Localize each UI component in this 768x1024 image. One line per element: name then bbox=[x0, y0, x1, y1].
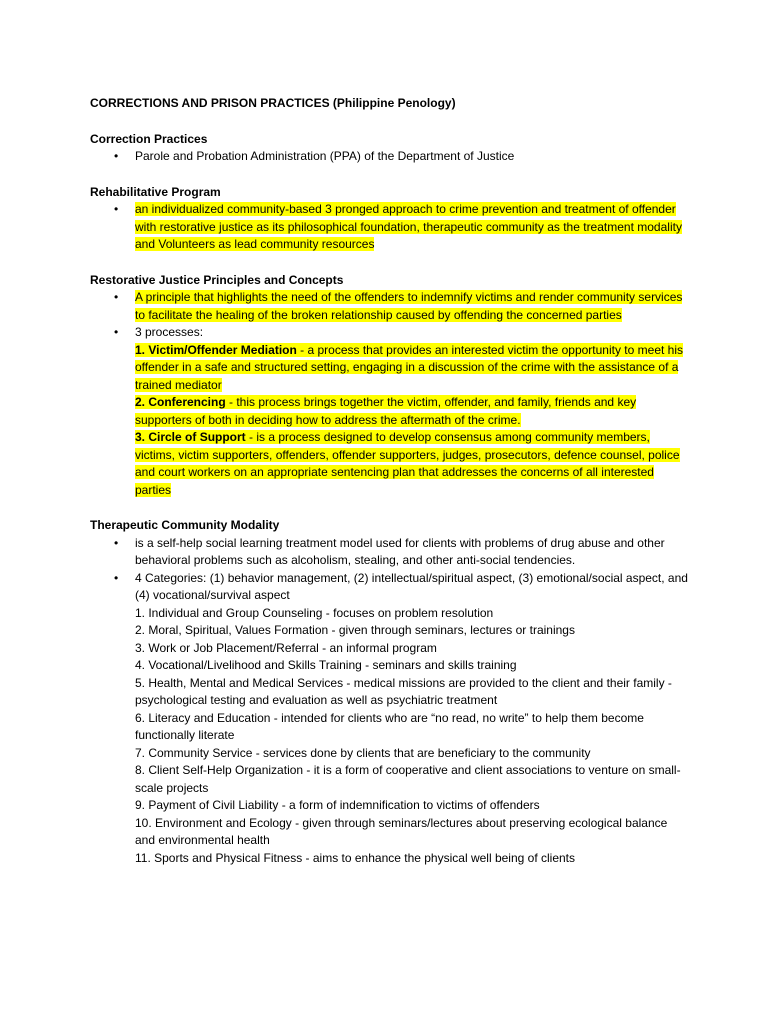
section-heading: Therapeutic Community Modality bbox=[90, 518, 280, 532]
category-item: 11. Sports and Physical Fitness - aims to enhance the physical well being of clients bbox=[135, 850, 576, 865]
bullet-list bbox=[90, 148, 690, 166]
bullet-item bbox=[90, 570, 690, 868]
process-1 bbox=[135, 343, 683, 392]
bullet-item bbox=[90, 201, 690, 254]
category-item: 2. Moral, Spiritual, Values Formation - given through seminars, lectures or trainings bbox=[135, 623, 575, 637]
section-rehabilitative-program bbox=[90, 184, 690, 254]
section-heading: Rehabilitative Program bbox=[90, 184, 221, 199]
category-item: 9. Payment of Civil Liability - a form of indemnification to victims of offenders bbox=[135, 798, 540, 812]
category-item: 5. Health, Mental and Medical Services - medical missions are provided to the client and their family - psychological testing and evaluation as well as psychiatric treatment bbox=[135, 675, 672, 707]
category-item: 10. Environment and Ecology - given through seminars/lectures about preserving ecological balance and environmental health bbox=[135, 815, 668, 847]
bullet-text: is a self-help social learning treatment model used for clients with problems of drug abuse and other behavioral problems such as alcoholism, stealing, and other anti-social tendencies. bbox=[135, 535, 665, 567]
section-therapeutic-community bbox=[90, 517, 690, 867]
bullet-item bbox=[90, 148, 690, 166]
process-text: - this process brings together the victim, offender, and family, friends and key supporters of both in deciding how to address the aftermath of the crime. bbox=[135, 395, 637, 427]
bullet-text: 4 Categories: (1) behavior management, (2) intellectual/spiritual aspect, (3) emotional/social aspect, and (4) vocational/survival aspect bbox=[135, 570, 688, 602]
bullet-list bbox=[90, 289, 690, 499]
category-item: 6. Literacy and Education - intended for clients who are “no read, no write” to help them become functionally literate bbox=[135, 710, 644, 742]
category-item: 4. Vocational/Livelihood and Skills Training - seminars and skills training bbox=[135, 658, 517, 672]
process-3 bbox=[135, 430, 680, 497]
category-item: 1. Individual and Group Counseling - focuses on problem resolution bbox=[135, 605, 494, 620]
process-term: 2. Conferencing bbox=[135, 395, 226, 409]
category-item: 8. Client Self-Help Organization - it is a form of cooperative and client associations to venture on small-scale projects bbox=[135, 763, 681, 795]
bullet-item bbox=[90, 324, 690, 499]
bullet-text: Parole and Probation Administration (PPA) of the Department of Justice bbox=[135, 149, 515, 163]
process-text: - a process that provides an interested victim the opportunity to meet his offender in a safe and structured setting, engaging in a discussion of the crime with the assistance of a trained mediator bbox=[135, 342, 684, 392]
category-item: 7. Community Service - services done by clients that are beneficiary to the community bbox=[135, 745, 591, 760]
bullet-item bbox=[90, 535, 690, 570]
section-restorative-justice bbox=[90, 272, 690, 500]
bullet-item bbox=[90, 289, 690, 324]
process-text: - is a process designed to develop consensus among community members, victims, victim supporters, offenders, offender supporters, judges, prosecutors, defence counsel, police and court workers on an appropriate sentencing plan that addresses the concerns of all interested parties bbox=[135, 430, 680, 497]
process-2 bbox=[135, 395, 636, 427]
highlighted-text: an individualized community-based 3 pronged approach to crime prevention and treatment of offender with restorative justice as its philosophical foundation, therapeutic community as the treatment modality and Volunteers as lead community resources bbox=[135, 202, 682, 251]
process-term: 3. Circle of Support bbox=[135, 430, 246, 444]
category-item: 3. Work or Job Placement/Referral - an informal program bbox=[135, 640, 437, 655]
section-heading: Correction Practices bbox=[90, 131, 208, 146]
highlighted-text: A principle that highlights the need of the offenders to indemnify victims and render community services to facilitate the healing of the broken relationship caused by offending the concerned parties bbox=[135, 290, 683, 322]
section-heading: Restorative Justice Principles and Concepts bbox=[90, 272, 344, 287]
document-title: CORRECTIONS AND PRISON PRACTICES (Philippine Penology) bbox=[90, 96, 456, 110]
bullet-list bbox=[90, 535, 690, 868]
bullet-list bbox=[90, 201, 690, 254]
process-term: 1. Victim/Offender Mediation bbox=[135, 342, 297, 357]
section-correction-practices bbox=[90, 131, 690, 166]
document-content bbox=[90, 95, 690, 885]
bullet-text: 3 processes: bbox=[135, 325, 204, 339]
